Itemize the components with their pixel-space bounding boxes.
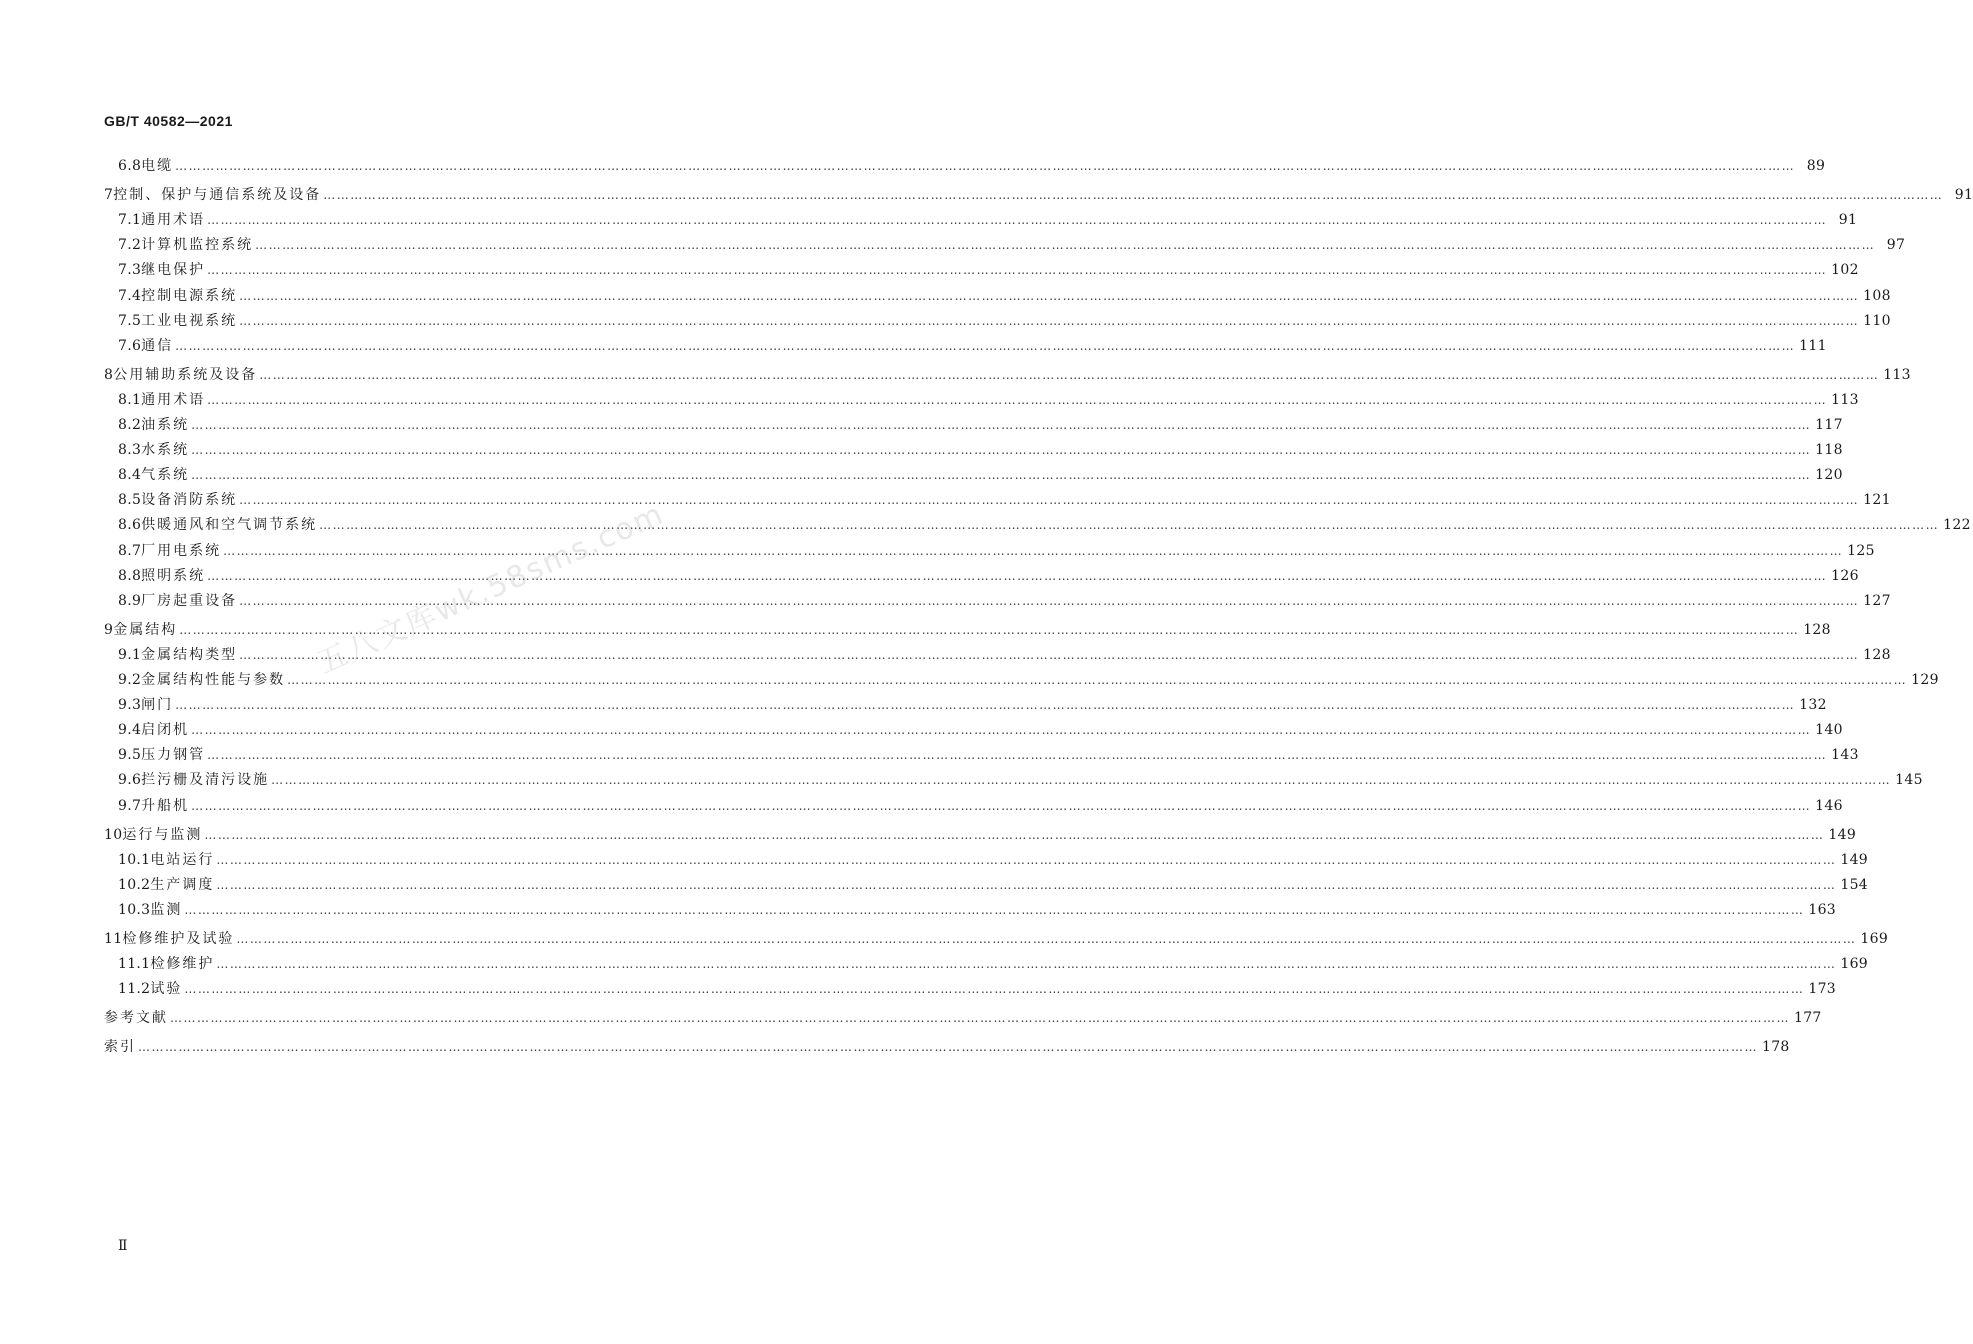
toc-page-number: 121 <box>1863 492 1891 509</box>
toc-page-number: 89 <box>1806 158 1826 174</box>
toc-page-number: 110 <box>1863 312 1891 329</box>
toc-page-number: 129 <box>1911 672 1939 688</box>
toc-title: 升船机 <box>141 797 190 814</box>
toc-leader-dots: ……………………………………………………………………………………………………………………………………………………………………………………………………………………………………………………………………………………………………………………………… <box>207 263 1828 278</box>
toc-title: 计算机监控系统 <box>141 237 254 254</box>
toc-entry[interactable] <box>118 851 1868 869</box>
page-number: Ⅱ <box>118 1238 128 1254</box>
toc-title: 监测 <box>150 901 183 918</box>
toc-title: 气系统 <box>141 467 190 484</box>
toc-page-number: 91 <box>1838 212 1858 229</box>
toc-page-number: 117 <box>1815 417 1843 433</box>
toc-page-number: 140 <box>1815 722 1843 739</box>
toc-number: 9 <box>104 621 114 638</box>
toc-title: 金属结构性能与参数 <box>141 672 286 688</box>
toc-title: 电站运行 <box>150 851 215 868</box>
toc-leader-dots: ……………………………………………………………………………………………………………………………………………………………………………………………………………………………………………………………………………………………………………………………… <box>191 443 1812 458</box>
toc-page-number: 173 <box>1808 981 1836 998</box>
toc-leader-dots: ……………………………………………………………………………………………………………………………………………………………………………………………………………………………………………………………………………………………………………………………… <box>271 773 1892 788</box>
toc-entry[interactable] <box>118 876 1868 894</box>
toc-leader-dots: ……………………………………………………………………………………………………………………………………………………………………………………………………………………………………………………………………………………………………………………………… <box>207 748 1828 763</box>
toc-entry[interactable] <box>118 696 1827 714</box>
toc-page-number: 97 <box>1886 237 1906 254</box>
toc-page-number: 118 <box>1815 442 1843 459</box>
toc-leader-dots: ……………………………………………………………………………………………………………………………………………………………………………………………………………………………………………………………………………………………………………………………… <box>239 313 1860 328</box>
toc-number: 8.6 <box>118 517 142 534</box>
toc-entry[interactable] <box>104 621 1831 639</box>
toc-number: 11.1 <box>118 956 151 973</box>
toc-number: 10.1 <box>118 851 151 868</box>
toc-number: 7.4 <box>118 287 142 304</box>
toc-leader-dots: ……………………………………………………………………………………………………………………………………………………………………………………………………………………………………………………………………………………………………………………………… <box>287 673 1908 687</box>
toc-page-number: 113 <box>1883 366 1911 383</box>
watermark: 五八文库wk.58sms.com <box>312 496 670 682</box>
toc-title: 油系统 <box>141 417 190 433</box>
toc-title: 金属结构 <box>113 621 178 638</box>
toc-leader-dots: ……………………………………………………………………………………………………………………………………………………………………………………………………………………………………………………………………………………………………………………………… <box>175 698 1796 713</box>
toc-entry[interactable] <box>118 721 1843 739</box>
toc-title: 金属结构类型 <box>141 646 238 663</box>
toc-entry[interactable] <box>104 366 1911 384</box>
toc-leader-dots: ……………………………………………………………………………………………………………………………………………………………………………………………………………………………………………………………………………………………………………………………… <box>175 338 1796 353</box>
toc-page-number: 91 <box>1954 187 1973 204</box>
toc-leader-dots: ……………………………………………………………………………………………………………………………………………………………………………………………………………………………………………………………………………………………………………………………… <box>236 932 1857 946</box>
toc-page-number: 128 <box>1863 646 1891 663</box>
toc-page-number: 143 <box>1831 747 1859 764</box>
toc-leader-dots: ……………………………………………………………………………………………………………………………………………………………………………………………………………………………………………………………………………………………………………………………… <box>207 392 1828 407</box>
toc-page-number: 177 <box>1794 1010 1822 1027</box>
toc-leader-dots: ……………………………………………………………………………………………………………………………………………………………………………………………………………………………………………………………………………………………………………………………… <box>216 877 1837 892</box>
toc-leader-dots: ……………………………………………………………………………………………………………………………………………………………………………………………………………………………………………………………………………………………………………………………… <box>170 1011 1790 1026</box>
toc-entry[interactable] <box>118 746 1859 764</box>
toc-leader-dots: ……………………………………………………………………………………………………………………………………………………………………………………………………………………………………………………………………………………………………………………………… <box>184 982 1805 997</box>
toc-leader-dots: ……………………………………………………………………………………………………………………………………………………………………………………………………………………………………………………………………………………………………………………………… <box>204 827 1825 842</box>
toc-entry[interactable] <box>118 466 1843 484</box>
toc-entry[interactable] <box>118 646 1891 664</box>
toc-page-number: 125 <box>1847 542 1875 559</box>
toc-number: 11 <box>104 931 123 947</box>
toc-leader-dots: ……………………………………………………………………………………………………………………………………………………………………………………………………………………………………………………………………………………………………………………………… <box>138 1040 1758 1055</box>
toc-title: 工业电视系统 <box>141 312 238 329</box>
toc-leader-dots: ……………………………………………………………………………………………………………………………………………………………………………………………………………………………………………………………………………………………………………………………… <box>239 593 1860 608</box>
toc-number: 10.2 <box>118 876 151 893</box>
toc-page-number: 149 <box>1840 851 1868 868</box>
toc-leader-dots: ……………………………………………………………………………………………………………………………………………………………………………………………………………………………………………………………………………………………………………………………… <box>191 468 1812 483</box>
toc-leader-dots: ……………………………………………………………………………………………………………………………………………………………………………………………………………………………………………………………………………………………………………………………… <box>191 798 1812 813</box>
document-code: GB/T 40582—2021 <box>104 113 233 129</box>
toc-page-number: 120 <box>1815 467 1843 484</box>
toc-page-number: 169 <box>1860 931 1889 947</box>
toc-page-number: 111 <box>1799 337 1827 354</box>
toc-leader-dots: ……………………………………………………………………………………………………………………………………………………………………………………………………………………………………………………………………………………………………………………………… <box>239 493 1860 508</box>
toc-number: 7.2 <box>118 237 142 254</box>
toc-page-number: 108 <box>1863 287 1891 304</box>
toc-leader-dots: ……………………………………………………………………………………………………………………………………………………………………………………………………………………………………………………………………………………………………………………………… <box>216 852 1837 867</box>
toc-entry[interactable] <box>118 771 1923 789</box>
toc-title: 控制电源系统 <box>141 287 238 304</box>
toc-number: 8.2 <box>118 417 142 433</box>
toc-title: 启闭机 <box>141 722 190 739</box>
toc-number: 8.1 <box>118 391 142 408</box>
toc-entry[interactable] <box>118 567 1859 585</box>
toc-number: 7.6 <box>118 337 142 354</box>
toc-entry[interactable] <box>104 1009 1822 1027</box>
toc-number: 8.7 <box>118 542 142 559</box>
toc-number: 8.8 <box>118 567 142 584</box>
toc-entry[interactable] <box>118 236 1906 254</box>
toc-title: 索引 <box>104 1039 136 1056</box>
toc-page-number: 113 <box>1831 391 1859 408</box>
toc-entry[interactable] <box>118 287 1891 305</box>
toc-number: 9.1 <box>118 646 142 663</box>
toc-title: 拦污栅及清污设施 <box>141 772 270 789</box>
toc-number: 9.5 <box>118 747 142 764</box>
toc-entry[interactable] <box>118 416 1843 434</box>
toc-entry[interactable] <box>118 671 1939 689</box>
toc-entry[interactable] <box>118 441 1843 459</box>
toc-title: 控制、保护与通信系统及设备 <box>113 187 322 204</box>
toc-number: 10.3 <box>118 901 151 918</box>
toc-entry[interactable] <box>104 1038 1790 1056</box>
toc-title: 通用术语 <box>141 391 206 408</box>
toc-page-number: 169 <box>1840 956 1868 973</box>
toc-title: 继电保护 <box>141 262 206 279</box>
toc-leader-dots: ……………………………………………………………………………………………………………………………………………………………………………………………………………………………………………………………………………………………………………………………… <box>191 723 1812 738</box>
toc-entry[interactable] <box>118 980 1836 998</box>
toc-page-number: 126 <box>1831 567 1859 584</box>
toc-number: 6.8 <box>118 158 142 174</box>
toc-number: 8.3 <box>118 442 142 459</box>
toc-entry[interactable] <box>118 901 1836 919</box>
toc-title: 检修维护及试验 <box>122 931 235 947</box>
toc-number: 8.5 <box>118 492 142 509</box>
toc-entry[interactable] <box>104 930 1889 948</box>
toc-number: 9.3 <box>118 697 142 714</box>
toc-number: 7 <box>104 187 114 204</box>
toc-page-number: 154 <box>1840 876 1868 893</box>
toc-leader-dots: ……………………………………………………………………………………………………………………………………………………………………………………………………………………………………………………………………………………………………………………………… <box>323 188 1944 203</box>
toc-title: 水系统 <box>141 442 190 459</box>
toc-page-number: 132 <box>1799 697 1827 714</box>
toc-entry[interactable] <box>118 491 1891 509</box>
toc-title: 通用术语 <box>141 212 206 229</box>
toc-entry[interactable] <box>118 797 1843 815</box>
toc-entry[interactable] <box>118 337 1827 355</box>
toc-page-number: 149 <box>1828 826 1857 843</box>
toc-title: 公用辅助系统及设备 <box>113 366 258 383</box>
toc-number: 10 <box>104 826 123 843</box>
toc-number: 9.2 <box>118 672 142 688</box>
toc-page-number: 146 <box>1815 797 1843 814</box>
toc-page-number: 128 <box>1803 621 1831 638</box>
toc-leader-dots: ……………………………………………………………………………………………………………………………………………………………………………………………………………………………………………………………………………………………………………………………… <box>223 543 1844 558</box>
toc-number: 7.1 <box>118 212 142 229</box>
toc-leader-dots: ……………………………………………………………………………………………………………………………………………………………………………………………………………………………………………………………………………………………………………………………… <box>259 367 1880 382</box>
toc-title: 设备消防系统 <box>141 492 238 509</box>
toc-title: 厂房起重设备 <box>141 592 238 609</box>
toc-leader-dots: ……………………………………………………………………………………………………………………………………………………………………………………………………………………………………………………………………………………………………………………………… <box>207 568 1828 583</box>
toc-leader-dots: ……………………………………………………………………………………………………………………………………………………………………………………………………………………………………………………………………………………………………………………………… <box>179 622 1800 637</box>
toc-title: 参考文献 <box>104 1010 168 1027</box>
toc-leader-dots: ……………………………………………………………………………………………………………………………………………………………………………………………………………………………………………………………………………………………………………………………… <box>239 288 1860 303</box>
toc-number: 9.4 <box>118 722 142 739</box>
toc-number: 11.2 <box>118 981 151 998</box>
toc-entry[interactable] <box>118 955 1868 973</box>
toc-number: 7.5 <box>118 312 142 329</box>
toc-page-number: 127 <box>1863 592 1891 609</box>
toc-page-number: 178 <box>1762 1039 1790 1056</box>
toc-title: 供暖通风和空气调节系统 <box>141 517 318 534</box>
toc-leader-dots: ……………………………………………………………………………………………………………………………………………………………………………………………………………………………………………………………………………………………………………………………… <box>207 213 1828 228</box>
toc-leader-dots: ……………………………………………………………………………………………………………………………………………………………………………………………………………………………………………………………………………………………………………………………… <box>184 902 1805 917</box>
toc-entry[interactable] <box>118 391 1859 409</box>
toc-page-number: 145 <box>1895 772 1923 789</box>
toc-entry[interactable] <box>104 826 1857 844</box>
toc-page-number: 102 <box>1831 262 1859 279</box>
toc-number: 8.4 <box>118 467 142 484</box>
toc-title: 电缆 <box>141 158 174 174</box>
toc-leader-dots: ……………………………………………………………………………………………………………………………………………………………………………………………………………………………………………………………………………………………………………………………… <box>216 957 1837 972</box>
toc-number: 7.3 <box>118 262 142 279</box>
toc-leader-dots: ……………………………………………………………………………………………………………………………………………………………………………………………………………………………………………………………………………………………………………………………… <box>255 238 1876 253</box>
toc-entry[interactable] <box>118 592 1891 610</box>
toc-number: 9.7 <box>118 797 142 814</box>
toc-number: 8.9 <box>118 592 142 609</box>
toc-title: 试验 <box>150 981 183 998</box>
toc-title: 检修维护 <box>150 956 215 973</box>
toc-title: 通信 <box>141 337 174 354</box>
toc-entry[interactable] <box>118 516 1971 534</box>
toc-leader-dots: ……………………………………………………………………………………………………………………………………………………………………………………………………………………………………………………………………………………………………………………………… <box>191 418 1812 432</box>
toc-page-number: 163 <box>1808 901 1836 918</box>
toc-leader-dots: ……………………………………………………………………………………………………………………………………………………………………………………………………………………………………………………………………………………………………………………………… <box>175 159 1796 173</box>
toc-title: 照明系统 <box>141 567 206 584</box>
toc-entry[interactable] <box>118 157 1826 175</box>
toc-entry[interactable] <box>118 211 1858 229</box>
toc-leader-dots: ……………………………………………………………………………………………………………………………………………………………………………………………………………………………………………………………………………………………………………………………… <box>239 647 1860 662</box>
toc-entry[interactable] <box>118 542 1875 560</box>
toc-title: 生产调度 <box>150 876 215 893</box>
toc-title: 厂用电系统 <box>141 542 222 559</box>
toc-title: 压力钢管 <box>141 747 206 764</box>
toc-title: 闸门 <box>141 697 174 714</box>
toc-entry[interactable] <box>104 186 1973 204</box>
toc-number: 9.6 <box>118 772 142 789</box>
toc-entry[interactable] <box>118 261 1859 279</box>
toc-page-number: 122 <box>1943 517 1971 534</box>
toc-leader-dots: ……………………………………………………………………………………………………………………………………………………………………………………………………………………………………………………………………………………………………………………………… <box>319 518 1940 533</box>
toc-number: 8 <box>104 366 114 383</box>
toc-title: 运行与监测 <box>122 826 203 843</box>
toc-entry[interactable] <box>118 312 1891 330</box>
